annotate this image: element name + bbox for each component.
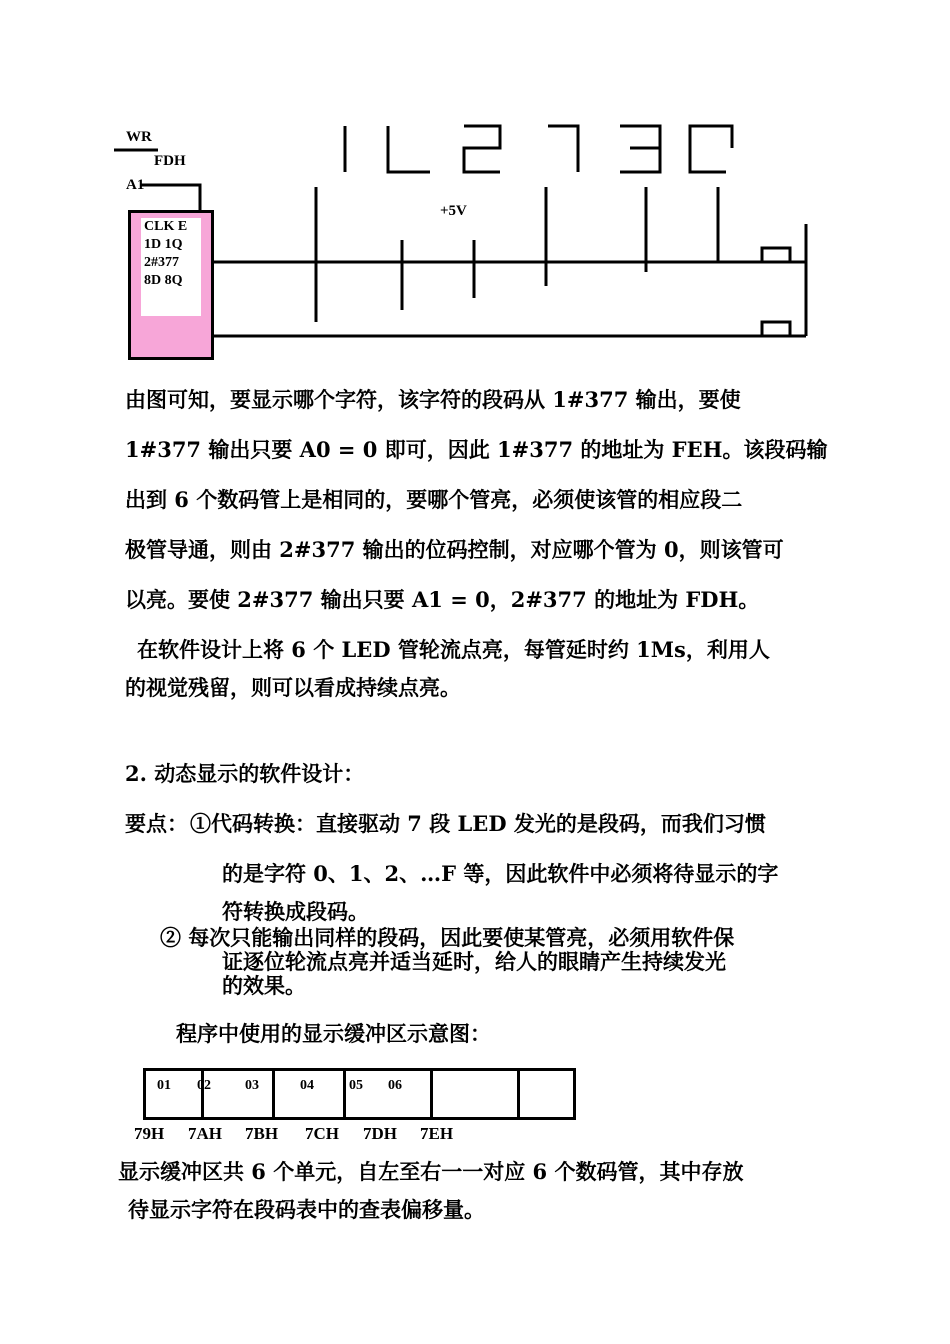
chip-pin-row: CLK E <box>144 219 188 234</box>
buffer-cell <box>201 1068 275 1120</box>
buffer-value: 06 <box>388 1078 402 1093</box>
buffer-address: 7BH <box>245 1124 279 1143</box>
latch-chip-2377 <box>128 210 214 360</box>
buffer-cell <box>343 1068 433 1120</box>
a1-signal-label: A1 <box>126 177 145 193</box>
buffer-value: 02 <box>197 1078 211 1093</box>
buffer-cell <box>430 1068 520 1120</box>
key-points-prefix: 要点： <box>125 811 188 836</box>
buffer-cell <box>143 1068 204 1120</box>
paragraph-line: 极管导通，则由 2#377 输出的位码控制，对应哪个管为 0，则该管可 <box>125 537 784 562</box>
buffer-cell <box>272 1068 346 1120</box>
paragraph-line: 1#377 输出只要 A0 = 0 即可，因此 1#377 的地址为 FEH。该段码输 <box>125 437 828 462</box>
chip-pin-row: 1D 1Q <box>144 237 183 252</box>
buffer-address: 79H <box>134 1124 165 1143</box>
point-1-line: 符转换成段码。 <box>222 899 369 924</box>
chip-name: 2#377 <box>144 255 179 270</box>
buffer-value: 03 <box>245 1078 259 1093</box>
buffer-address: 7AH <box>188 1124 222 1143</box>
buffer-address: 7CH <box>305 1124 339 1143</box>
paragraph-line: 以亮。要使 2#377 输出只要 A1 = 0，2#377 的地址为 FDH。 <box>125 587 760 612</box>
buffer-cell <box>517 1068 576 1120</box>
chip-pin-row: 8D 8Q <box>144 273 183 288</box>
paragraph-line: 在软件设计上将 6 个 LED 管轮流点亮，每管延时约 1Ms，利用人 <box>137 637 770 662</box>
display-buffer-diagram <box>143 1068 576 1120</box>
point-2-line: 的效果。 <box>222 973 306 998</box>
chip-pin-labels <box>141 218 201 316</box>
paragraph-line: 由图可知，要显示哪个字符，该字符的段码从 1#377 输出，要使 <box>125 387 741 412</box>
paragraph-line: 的视觉残留，则可以看成持续点亮。 <box>125 675 461 700</box>
point-1-line: 的是字符 0、1、2、…F 等，因此软件中必须将待显示的字 <box>222 861 779 886</box>
circuit-diagram <box>0 0 950 380</box>
point-1-line: ①代码转换：直接驱动 7 段 LED 发光的是段码，而我们习惯 <box>190 811 766 836</box>
closing-line: 待显示字符在段码表中的查表偏移量。 <box>128 1197 485 1222</box>
buffer-value: 05 <box>349 1078 363 1093</box>
closing-line: 显示缓冲区共 6 个单元，自左至右一一对应 6 个数码管，其中存放 <box>118 1159 744 1184</box>
buffer-value: 01 <box>157 1078 171 1093</box>
point-2-line: 证逐位轮流点亮并适当延时，给人的眼睛产生持续发光 <box>222 949 726 974</box>
plus5v-label: +5V <box>440 203 467 219</box>
buffer-address: 7DH <box>363 1124 397 1143</box>
wr-signal-label: WR <box>126 129 152 145</box>
buffer-value: 04 <box>300 1078 314 1093</box>
section-heading: 2. 动态显示的软件设计： <box>125 761 365 786</box>
point-2-line: ② 每次只能输出同样的段码，因此要使某管亮，必须用软件保 <box>160 925 735 950</box>
buffer-address: 7EH <box>420 1124 454 1143</box>
fdh-address-label: FDH <box>154 153 186 169</box>
buffer-caption: 程序中使用的显示缓冲区示意图： <box>176 1021 491 1046</box>
paragraph-line: 出到 6 个数码管上是相同的，要哪个管亮，必须使该管的相应段二 <box>125 487 743 512</box>
